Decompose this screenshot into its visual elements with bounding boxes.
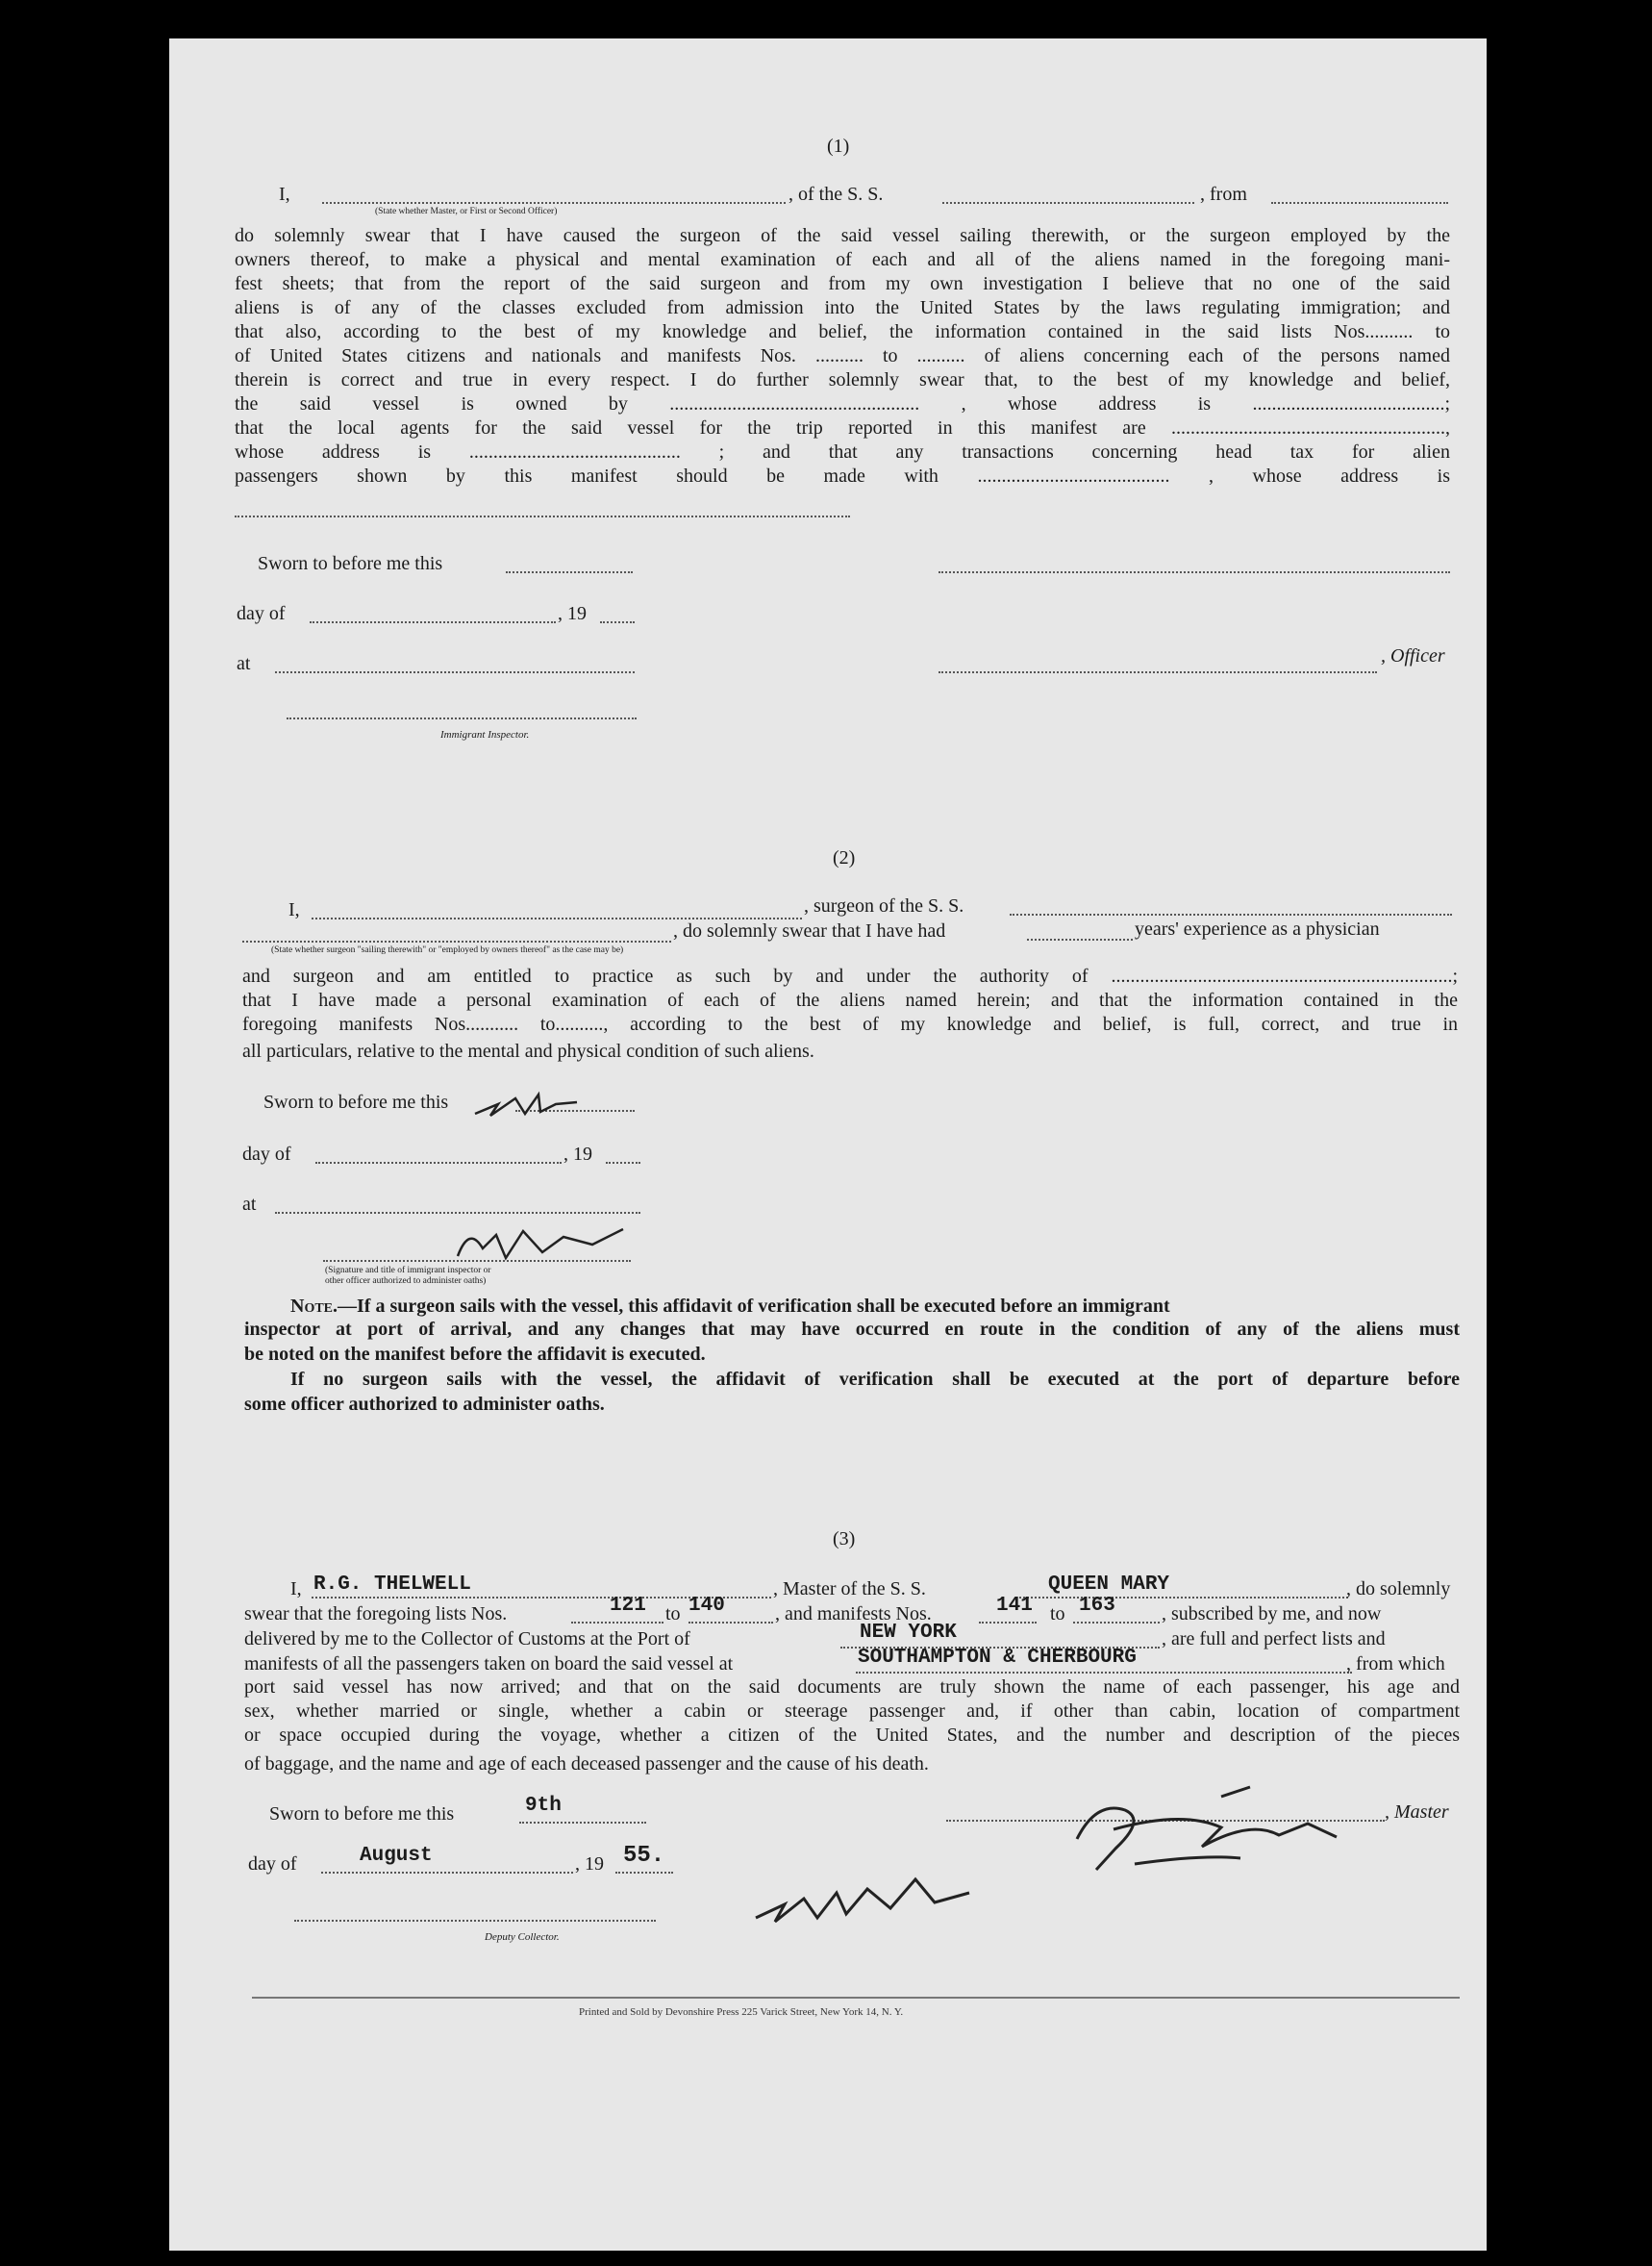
departure-port-field[interactable] [856, 1672, 1352, 1674]
handwritten-initials [469, 1075, 585, 1129]
binder-hole [1517, 1112, 1560, 1154]
year-field[interactable] [615, 1872, 673, 1874]
at-place-field[interactable] [275, 671, 635, 673]
master-label: , Master [1385, 1801, 1449, 1823]
oath-line: all particulars, relative to the mental and physical condition of such aliens. [242, 1041, 814, 1062]
section-3-i: I, [290, 1578, 302, 1599]
month-field[interactable] [310, 621, 556, 623]
footer-rule [252, 1997, 1460, 1999]
binder-hole [1519, 1470, 1562, 1512]
surgeon-ship-field[interactable] [1010, 914, 1452, 916]
port-value: NEW YORK [860, 1622, 957, 1644]
sworn-label: Sworn to before me this [269, 1803, 455, 1825]
at-label: at [237, 653, 251, 674]
note-text [290, 1295, 1170, 1318]
day-of-label: day of [237, 603, 286, 624]
officer-title-field[interactable] [939, 671, 1377, 673]
oath-line: sex, whether married or single, whether a cabin or steerage passenger and, if other than cabin, location of compartment [244, 1700, 1460, 1722]
deputy-collector-signature-field[interactable] [294, 1920, 656, 1922]
oath-line: the said vessel is owned by .................................................... , whose address is ........................................; [235, 393, 1450, 415]
lists-to-field[interactable] [688, 1622, 773, 1624]
sworn-label: Sworn to before me this [258, 553, 443, 574]
note-paragraph [244, 1318, 1460, 1342]
year-label: , 19 [558, 603, 587, 624]
oath-line: fest sheets; that from the report of the said surgeon and from my own investigation I believe that no one of the said [235, 273, 1450, 294]
binder-hole [1515, 735, 1558, 777]
officer-name-field[interactable] [322, 202, 786, 204]
month-value: August [360, 1845, 433, 1867]
section-2-number: (2) [833, 847, 856, 869]
note-line: some officer authorized to administer oaths. [244, 1394, 605, 1415]
lists-from-value: 121 [610, 1595, 646, 1617]
from-which-label: , from which [1346, 1653, 1445, 1674]
oath-line: of baggage, and the name and age of each deceased passenger and the cause of his death. [244, 1753, 929, 1775]
year-field[interactable] [600, 621, 635, 623]
swear-label: , do solemnly swear that I have had [673, 920, 946, 942]
ship-name-value: QUEEN MARY [1048, 1574, 1170, 1596]
master-name-value: R.G. THELWELL [313, 1574, 471, 1596]
section-1-oath-text [235, 224, 1450, 489]
delivered-label: delivered by me to the Collector of Customs at the Port of [244, 1628, 690, 1649]
surgeon-status-note: (State whether surgeon "sailing therewith" or "employed by owners thereof" as the case may be) [271, 945, 624, 955]
section-3-oath-text [244, 1675, 1460, 1748]
oath-line: foregoing manifests Nos........... to.........., according to the best of my knowledge and belief, is full, correct, and true in [242, 1014, 1458, 1035]
handwritten-initials [448, 1214, 631, 1268]
years-experience-field[interactable] [1027, 939, 1133, 941]
manifests-all-label: manifests of all the passengers taken on board the said vessel at [244, 1653, 734, 1674]
manifests-from-value: 141 [996, 1595, 1033, 1617]
oath-line: that I have made a personal examination of each of the aliens named herein; and that the information contained in the [242, 990, 1458, 1011]
sworn-day-value: 9th [525, 1795, 562, 1817]
master-signature [1058, 1781, 1346, 1887]
year-label: , 19 [575, 1853, 604, 1875]
day-of-label: day of [248, 1853, 297, 1875]
oath-line: of United States citizens and nationals and manifests Nos. .......... to .......... of aliens concerning each of the persons named [235, 345, 1450, 366]
of-the-ss-label: , of the S. S. [788, 184, 884, 205]
day-of-label: day of [242, 1144, 291, 1165]
manifests-to-value: 163 [1079, 1595, 1115, 1617]
signature-note: other officer authorized to administer oaths) [325, 1276, 487, 1286]
binder-hole [1514, 192, 1556, 235]
section-3-number: (3) [833, 1528, 856, 1549]
sworn-day-field[interactable] [519, 1822, 646, 1824]
section-2-i: I, [288, 899, 300, 920]
binder-hole [1519, 1945, 1562, 1987]
ship-name-field[interactable] [942, 202, 1194, 204]
oath-line: passengers shown by this manifest should be made with ........................................ , whose address is [235, 466, 1450, 487]
section-1-i: I, [279, 184, 290, 205]
oath-line: therein is correct and true in every respect. I do further solemnly swear that, to the best of my knowledge and belief, [235, 369, 1450, 390]
year-value: 55. [623, 1843, 665, 1869]
oath-line: or space occupied during the voyage, whether a citizen of the United States, and the number and description of the pieces [244, 1725, 1460, 1746]
month-field[interactable] [321, 1872, 573, 1874]
binder-hole [1527, 250, 1569, 292]
note-line: inspector at port of arrival, and any changes that may have occurred en route in the condition of any of the aliens must [244, 1319, 1460, 1340]
departure-port-value: SOUTHAMPTON & CHERBOURG [858, 1647, 1137, 1669]
oath-line: do solemnly swear that I have caused the surgeon of the said vessel sailing therewith, or the surgeon employed by the [235, 225, 1450, 246]
sworn-day-field[interactable] [506, 571, 633, 573]
year-field[interactable] [606, 1162, 640, 1164]
binder-hole [1514, 63, 1556, 106]
year-label: , 19 [563, 1144, 592, 1165]
binder-hole [1515, 602, 1558, 644]
month-field[interactable] [315, 1162, 562, 1164]
from-label: , from [1200, 184, 1247, 205]
oath-line: owners thereof, to make a physical and mental examination of each and all of the aliens named in the foregoing mani- [235, 249, 1450, 270]
officer-rank-note: (State whether Master, or First or Second Officer) [375, 207, 558, 216]
lists-from-field[interactable] [571, 1622, 663, 1624]
oath-line: and surgeon and am entitled to practice as such by and under the authority of .......................................................................; [242, 966, 1458, 987]
subscribed-label: , subscribed by me, and now [1162, 1603, 1382, 1624]
lists-to-value: 140 [688, 1595, 725, 1617]
note-paragraph [290, 1368, 1460, 1392]
oath-line: port said vessel has now arrived; and that on the said documents are truly shown the name of each passenger, his age and [244, 1676, 1460, 1698]
collector-initials [746, 1851, 977, 1937]
surgeon-status-field[interactable] [242, 941, 671, 943]
years-label: years' experience as a physician [1135, 919, 1380, 940]
swear-lists-label: swear that the foregoing lists Nos. [244, 1603, 508, 1624]
to-label: to [1050, 1603, 1065, 1624]
master-of-label: , Master of the S. S. [773, 1578, 926, 1599]
printer-imprint: Printed and Sold by Devonshire Press 225 Varick Street, New York 14, N. Y. [579, 2006, 904, 2018]
officer-signature-field[interactable] [939, 571, 1450, 573]
do-solemnly-label: , do solemnly [1346, 1578, 1451, 1599]
at-label: at [242, 1194, 257, 1215]
section-1-number: (1) [827, 136, 850, 157]
inspector-signature-field[interactable] [287, 718, 637, 719]
deputy-collector-label: Deputy Collector. [485, 1931, 560, 1943]
oath-line: that the local agents for the said vessel for the trip reported in this manifest are ........................................................., [235, 417, 1450, 439]
and-manifests-label: , and manifests Nos. [775, 1603, 932, 1624]
full-perfect-label: , are full and perfect lists and [1162, 1628, 1386, 1649]
manifests-from-field[interactable] [979, 1622, 1037, 1624]
oath-line: whose address is ............................................ ; and that any transactions concerning head tax for alien [235, 441, 1450, 463]
from-port-field[interactable] [1271, 202, 1448, 204]
oath-line: aliens is of any of the classes excluded from admission into the United States by the laws regulating immigration; and [235, 297, 1450, 318]
manifests-to-field[interactable] [1073, 1622, 1160, 1624]
address-continuation-line [235, 516, 850, 517]
oath-line: that also, according to the best of my knowledge and belief, the information contained in the said lists Nos.......... to [235, 321, 1450, 342]
sworn-label: Sworn to before me this [263, 1092, 449, 1113]
ship-name-field[interactable] [1019, 1597, 1348, 1599]
to-label: to [665, 1603, 681, 1624]
immigrant-inspector-label: Immigrant Inspector. [440, 729, 530, 741]
signature-note: (Signature and title of immigrant inspector or [325, 1266, 491, 1275]
section-2-oath-text [242, 965, 1458, 1037]
note-label: Note. [290, 1296, 338, 1317]
note-line: be noted on the manifest before the affidavit is executed. [244, 1344, 706, 1365]
surgeon-of-label: , surgeon of the S. S. [804, 895, 964, 917]
officer-label: , Officer [1381, 645, 1445, 667]
note-line: If no surgeon sails with the vessel, the affidavit of verification shall be executed at the port of departure before [290, 1369, 1460, 1390]
note-line: —If a surgeon sails with the vessel, this affidavit of verification shall be executed before an immigrant [338, 1296, 1170, 1317]
